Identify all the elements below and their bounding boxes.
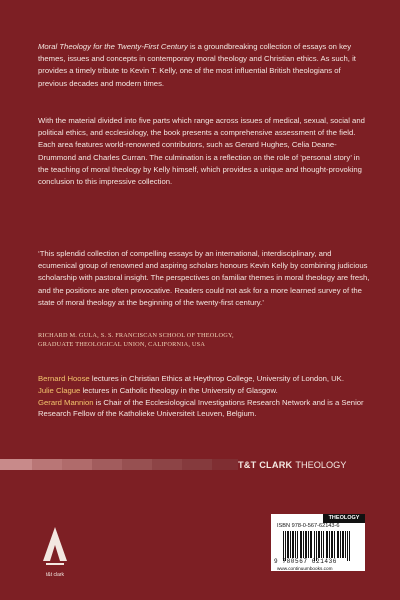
bio-mannion <box>38 397 370 421</box>
review-attribution <box>38 331 370 349</box>
book-title: Moral Theology for the Twenty-First Century <box>38 42 188 51</box>
stripe-block-6 <box>152 459 182 470</box>
publisher-logo-icon <box>40 525 70 573</box>
stripe-block-3 <box>62 459 92 470</box>
stripe-block-7 <box>182 459 212 470</box>
blurb-intro <box>38 41 370 90</box>
barcode-digits: 9 780567 621436 <box>274 558 338 565</box>
stripe-block-8 <box>212 459 238 470</box>
barcode-icon <box>277 531 359 561</box>
blurb-paragraph-2: With the material divided into five parts which range across issues of medical, sexual, social and political ethics, and ecclesiology, the book presents a comprehensive assessment of the field. Each area features world-renowned contributors, such as Gerard Hughes, Celia Deane-Drummond and Charles Curran. The culmination is a reflection on the role of ‘personal story’ in the teaching of moral theology by Kelly himself, which provides a unique and thought-provoking conclusion to this impressive collection. <box>38 116 365 187</box>
attribution-line-1: RICHARD M. GULA, S. S. FRANCISCAN SCHOOL OF THEOLOGY, <box>38 332 234 339</box>
stripe-block-4 <box>92 459 122 470</box>
bio-name-mannion: Gerard Mannion <box>38 397 94 407</box>
bio-name-hoose: Bernard Hoose <box>38 374 90 383</box>
bio-name-clague: Julie Clague <box>38 385 81 395</box>
review-quote: ‘This splendid collection of compelling essays by an international, interdisciplinary, and ecumenical group of renowned and aspiring scholars honours Kevin Kelly by combining judicious scholarship with pastoral insight. The perspectives on familiar themes in moral theology are fresh, and the positions are often provocative. Readers could not ask for a more learned survey of the state of moral theology at the beginning of the twenty-first century.’ <box>38 249 370 307</box>
attribution-line-2: GRADUATE THEOLOGICAL UNION, CALIFORNIA, USA <box>38 341 206 349</box>
publisher-brand-line <box>238 458 400 472</box>
stripe-block-2 <box>32 459 62 470</box>
barcode-panel <box>271 514 365 571</box>
author-bios <box>38 373 370 420</box>
stripe-block-1 <box>0 459 32 470</box>
bio-text-mannion: is Chair of the Ecclesiological Investigations Research Network and is a Senior Research Fellow of the Katholieke Universiteit Leuven, Belgium. <box>38 397 364 419</box>
bio-text-clague: lectures in Catholic theology in the University of Glasgow. <box>80 385 278 395</box>
bio-clague <box>38 385 370 397</box>
bio-hoose <box>38 373 370 385</box>
publisher-url: www.continuumbooks.com <box>277 566 333 571</box>
barcode-isbn: ISBN 978-0-567-62143-6 <box>277 523 340 529</box>
blurb-intro-text: is a groundbreaking collection of essays on key themes, issues and concepts in contemporary moral theology and Christian ethics. As such, it provides a timely tribute to Kevin T. Kelly, one of the most influential British theologians of previous decades and modern times. <box>38 42 356 88</box>
publisher-name: T&T CLARK <box>238 460 293 470</box>
bio-text-hoose: lectures in Christian Ethics at Heythrop College, University of London, UK. <box>89 374 344 383</box>
publisher-series: THEOLOGY <box>295 460 347 470</box>
stripe-block-5 <box>122 459 152 470</box>
publisher-logo-text: t&t clark <box>45 572 65 578</box>
barcode-category-tab: THEOLOGY <box>323 514 365 523</box>
